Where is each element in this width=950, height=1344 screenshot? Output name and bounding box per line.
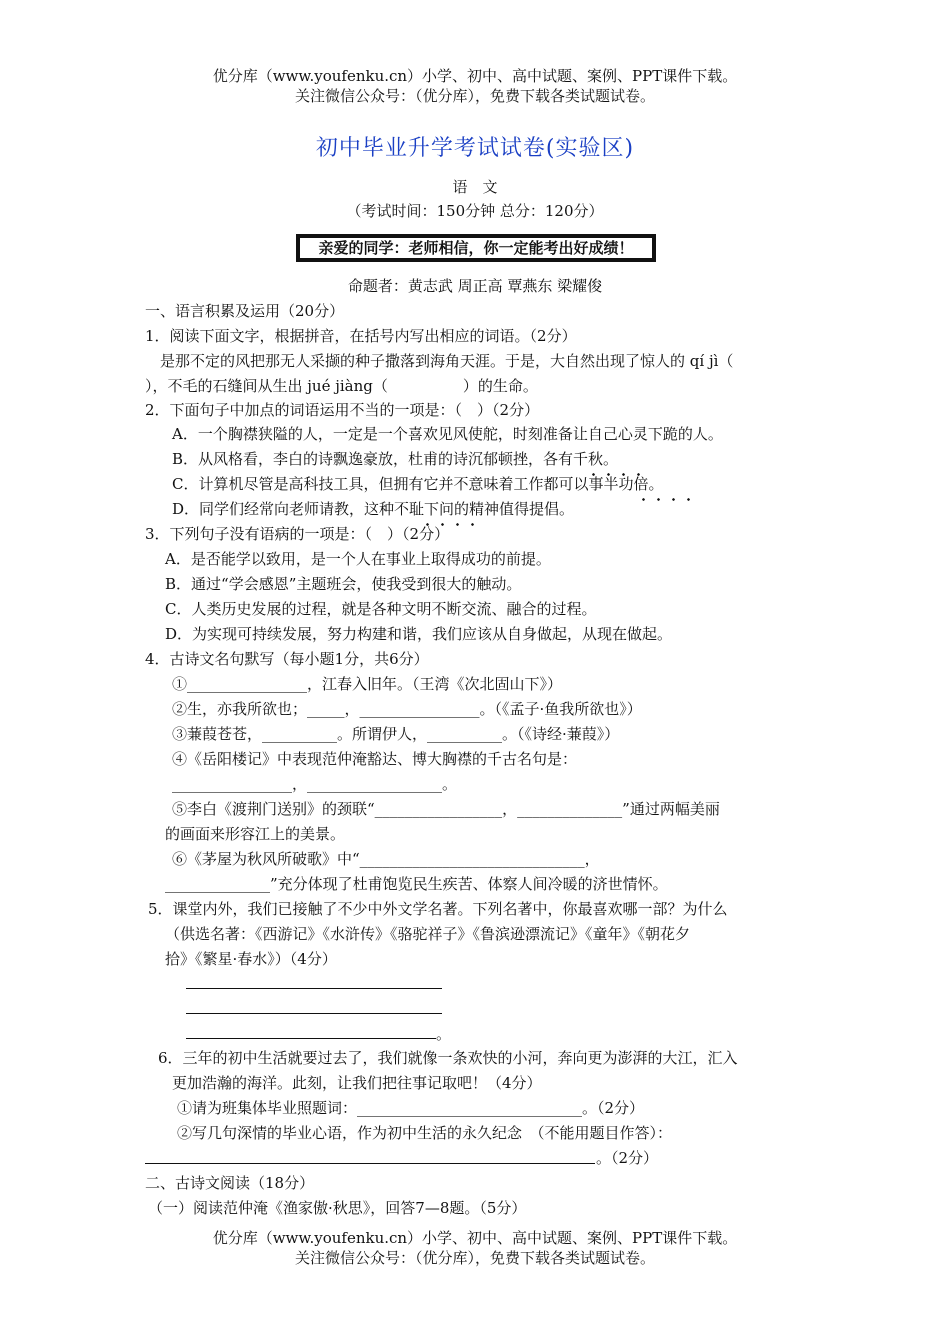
q5-end-mark: 。 (436, 1025, 452, 1043)
q4-item-1: ①________________，江春入旧年。（王湾《次北固山下》） (172, 675, 563, 693)
q6-line-2: 更加浩瀚的海洋。此刻，让我们把往事记取吧！（4分） (172, 1074, 542, 1092)
footer-line-1: 优分库（www.youfenku.cn）小学、初中、高中试题、案例、PPT课件下载。 (212, 1229, 738, 1247)
q5-line-2: （供选名著：《西游记》《水浒传》《骆驼祥子》《鲁滨逊漂流记》《童年》《朝花夕 (165, 925, 691, 943)
q4-item-5a: ⑤李白《渡荆门送别》的颈联“_________________，______________”通过两幅美丽 (172, 800, 720, 818)
section-1-heading: 一、语言积累及运用（20分） (145, 302, 345, 320)
q5-answer-line-3[interactable] (186, 1038, 436, 1039)
q3-option-c: C．人类历史发展的过程，就是各种文明不断交流、融合的过程。 (165, 600, 597, 618)
q6-sub-2-score: 。（2分） (596, 1149, 659, 1167)
q4-item-4a: ④《岳阳楼记》中表现范仲淹豁达、博大胸襟的千古名句是： (172, 750, 578, 768)
q6-line-1: 6．三年的初中生活就要过去了，我们就像一条欢快的小河，奔向更为澎湃的大江，汇入 (158, 1049, 738, 1067)
q4-item-4b: ________________，__________________。 (172, 775, 458, 793)
q3-option-a: A．是否能学以致用，是一个人在事业上取得成功的前提。 (165, 550, 551, 568)
authors: 命题者：黄志武 周正高 覃燕东 梁耀俊 (347, 277, 603, 295)
q2-option-a: A．一个胸襟狭隘的人，一定是一个喜欢见风使舵，时刻准备让自己心灵下跪的人。 (172, 425, 723, 443)
q2-stem: 2．下面句子中加点的词语运用不当的一项是：（ ）（2分） (145, 401, 540, 419)
header-line-1: 优分库（www.youfenku.cn）小学、初中、高中试题、案例、PPT课件下载。 (212, 67, 738, 85)
q6-answer-line[interactable] (145, 1163, 595, 1164)
header-line-2: 关注微信公众号：（优分库），免费下载各类试题试卷。 (294, 87, 655, 105)
motto-box: 亲爱的同学：老师相信，你一定能考出好成绩！ (296, 234, 656, 262)
q5-line-3: 拾》《繁星·春水》）（4分） (165, 950, 337, 968)
q2-option-b: B．从风格看，李白的诗飘逸豪放，杜甫的诗沉郁顿挫，各有千秋。 (172, 450, 619, 468)
q5-answer-line-2[interactable] (186, 1013, 442, 1014)
q4-item-5b: 的画面来形容江上的美景。 (165, 825, 346, 843)
q1-text-2: ），不毛的石缝间从生出 jué jiàng（ ）的生命。 (145, 377, 538, 395)
section-2-part-1: （一）阅读范仲淹《渔家傲·秋思》，回答7—8题。（5分） (148, 1199, 527, 1217)
q6-sub-1: ①请为班集体毕业照题词：______________________________。（2分） (177, 1099, 645, 1117)
q2-option-c: C．计算机尽管是高科技工具，但拥有它并不意味着工作都可以事半功倍。 (172, 475, 664, 493)
footer-line-2: 关注微信公众号：（优分库），免费下载各类试题试卷。 (294, 1249, 655, 1267)
q4-stem: 4．古诗文名句默写（每小题1分，共6分） (145, 650, 429, 668)
q1-stem: 1．阅读下面文字，根据拼音，在括号内写出相应的词语。（2分） (145, 327, 577, 345)
subject: 语 文 (452, 178, 498, 196)
q1-text-1: 是那不定的风把那无人采撷的种子撒落到海角天涯。于是，大自然出现了惊人的 qí jì（ (160, 352, 734, 370)
q3-option-b: B．通过“学会感恩”主题班会，使我受到很大的触动。 (165, 575, 522, 593)
q3-stem: 3．下列句子没有语病的一项是：（ ）（2分） (145, 525, 450, 543)
q5-line-1: 5．课堂内外，我们已接触了不少中外文学名著。下列名著中，你最喜欢哪一部？为什么 (148, 900, 728, 918)
q5-answer-line-1[interactable] (186, 988, 442, 989)
q4-item-6a: ⑥《茅屋为秋风所破歌》中“______________________________， (172, 850, 600, 868)
q3-option-d: D．为实现可持续发展，努力构建和谐，我们应该从自身做起，从现在做起。 (165, 625, 673, 643)
exam-info: （考试时间：150分钟 总分：120分） (346, 202, 604, 220)
q6-sub-2: ②写几句深情的毕业心语，作为初中生活的永久纪念 （不能用题目作答）： (177, 1124, 673, 1142)
section-2-heading: 二、古诗文阅读（18分） (145, 1174, 315, 1192)
q4-item-6b: ______________”充分体现了杜甫饱览民生疾苦、体察人间冷暖的济世情怀。 (165, 875, 668, 893)
q2-option-d: D．同学们经常向老师请教，这种不耻下问的精神值得提倡。 (172, 500, 575, 518)
q4-item-3: ③蒹葭苍苍，__________。所谓伊人，__________。（《诗经·蒹葭》） (172, 725, 620, 743)
page-title: 初中毕业升学考试试卷(实验区) (315, 136, 635, 161)
q4-item-2: ②生，亦我所欲也；_____，________________。（《孟子·鱼我所欲也》） (172, 700, 642, 718)
